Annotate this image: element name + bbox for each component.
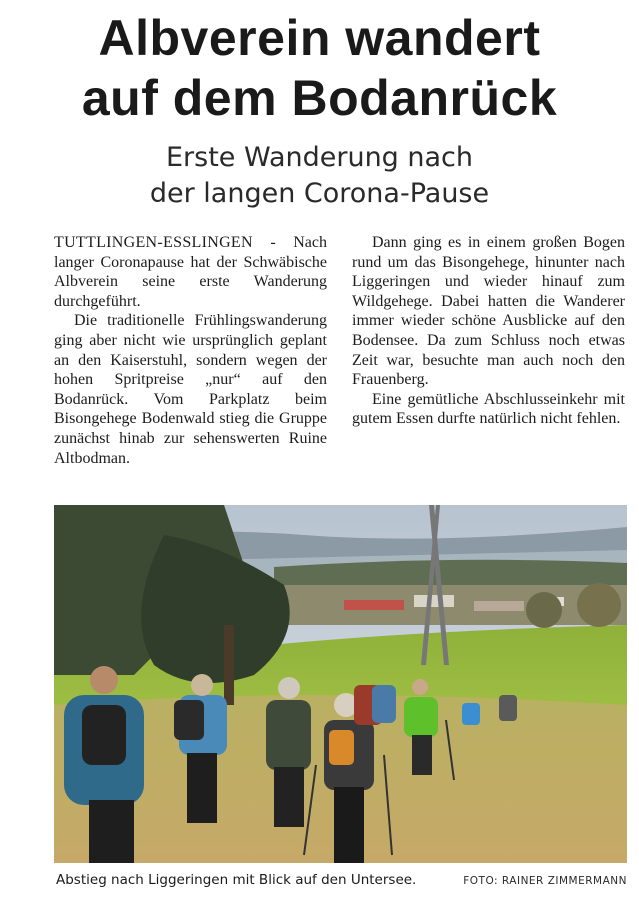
headline-line-1: Albverein wandert [98, 10, 541, 66]
hiking-photo [54, 505, 627, 863]
article-paragraph: Dann ging es in einem großen Bogen rund um das Bisongehege, hinunter nach Liggeringen und wieder hinauf zum Wildgehege. Dabei hatten die Wanderer immer wieder schöne Ausblicke auf den Bodensee. Da zum Schluss noch etwas Zeit war, besuchte man auch noch den Frauenberg. [352, 234, 625, 389]
headline [0, 8, 639, 128]
headline-line-2: auf dem Bodanrück [81, 70, 558, 126]
subheadline-line-1: Erste Wanderung nach [165, 142, 474, 173]
article-paragraph: Eine gemütliche Abschlusseinkehr mit gutem Essen durfte natürlich nicht fehlen. [352, 390, 625, 428]
article-column-right [352, 233, 625, 429]
photo-credit: FOTO: RAINER ZIMMERMANN [463, 875, 627, 887]
article-paragraph [54, 233, 327, 311]
subheadline [0, 140, 639, 212]
hiking-photo-illustration [54, 505, 627, 863]
article-column-left [54, 233, 327, 468]
paragraph-text: - Nach langer Coronapause hat der Schwäbische Albverein seine erste Wanderung durchgeführt. [54, 234, 327, 310]
article-paragraph: Die traditionelle Frühlingswanderung ging aber nicht wie ursprünglich geplant an den Kaiserstuhl, sondern wegen der hohen Spritpreise „nur“ auf den Bodanrück. Vom Parkplatz beim Bisongehege Bodenwald stieg die Gruppe zunächst hinab zur sehenswerten Ruine Altbodman. [54, 312, 327, 467]
dateline: TUTTLINGEN-ESSLINGEN [54, 234, 253, 251]
subheadline-line-2: der langen Corona-Pause [149, 178, 490, 209]
photo-caption: Abstieg nach Liggeringen mit Blick auf den Untersee. [56, 872, 417, 888]
